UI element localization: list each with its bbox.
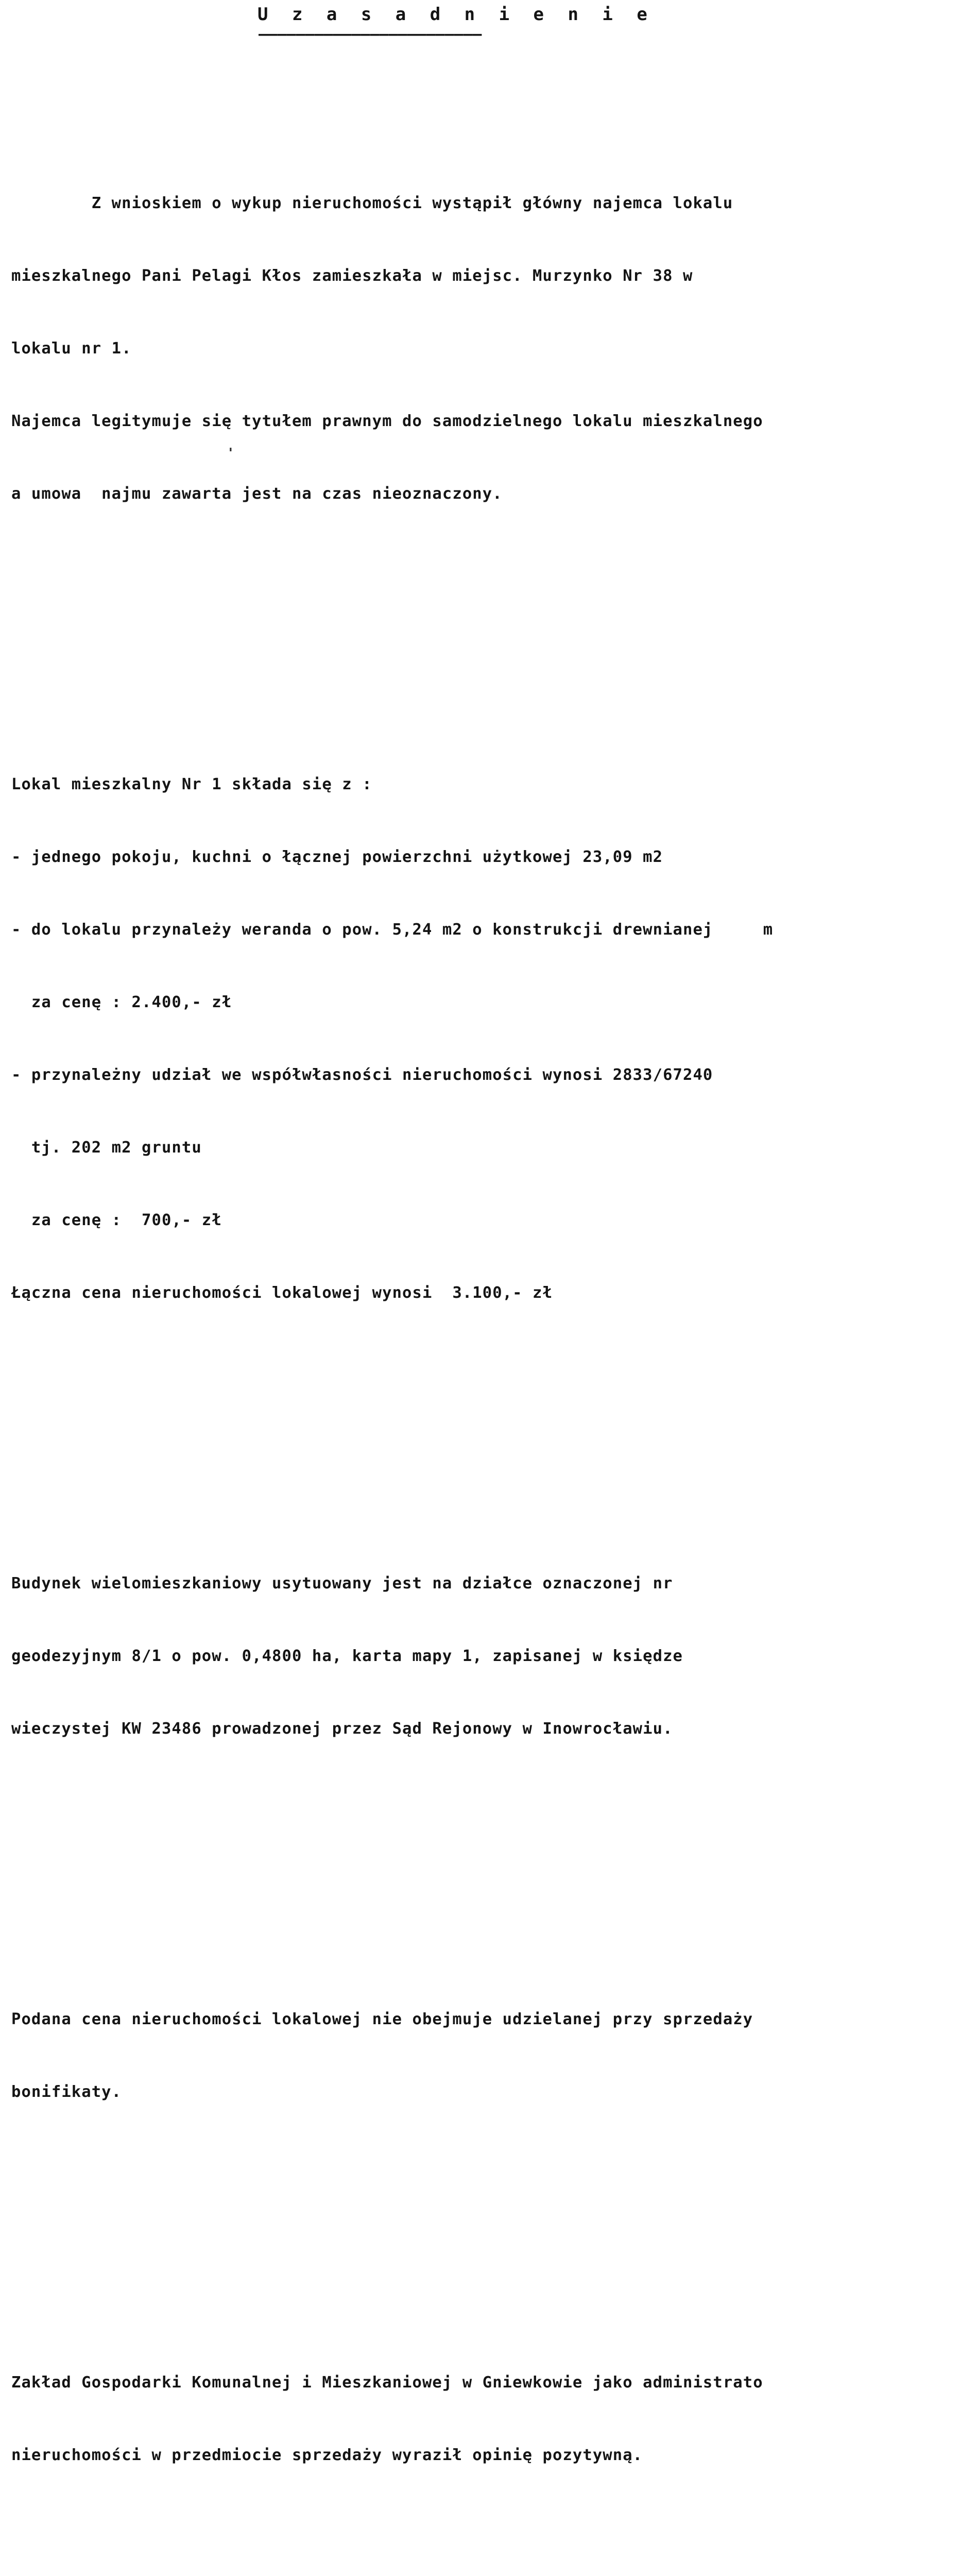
text-line: a umowa najmu zawarta jest na czas nieoznaczony. — [11, 485, 503, 503]
text-line: - do lokalu przynależy weranda o pow. 5,24 m2 o konstrukcji drewnianej m — [11, 921, 774, 939]
stray-ink-mark: ' — [227, 446, 235, 461]
text-line: za cenę : 700,- zł — [11, 1211, 222, 1230]
page-title: U z a s a d n i e n i e — [258, 4, 654, 25]
paragraph-lokal-sklad — [11, 724, 961, 1353]
text-line: Podana cena nieruchomości lokalowej nie obejmuje udzielanej przy sprzedaży — [11, 2010, 753, 2029]
paragraph-spacer — [11, 627, 961, 651]
paragraph-spacer — [11, 1426, 961, 1450]
paragraph-intro — [11, 143, 961, 554]
text-line: lokalu nr 1. — [11, 340, 132, 358]
paragraph-budynek — [11, 1523, 961, 1789]
text-line: mieszkalnego Pani Pelagi Kłos zamieszkała w miejsc. Murzynko Nr 38 w — [11, 267, 693, 285]
text-line: nieruchomości w przedmiocie sprzedaży wyraził opinię pozytywną. — [11, 2446, 643, 2465]
title-block — [0, 0, 961, 44]
text-line: Budynek wielomieszkaniowy usytuowany jest na działce oznaczonej nr — [11, 1574, 673, 1593]
title-underline: ———————————————————————— — [259, 25, 482, 44]
text-line: geodezyjnym 8/1 o pow. 0,4800 ha, karta mapy 1, zapisanej w księdze — [11, 1647, 683, 1666]
text-line: Łączna cena nieruchomości lokalowej wynosi 3.100,- zł — [11, 1284, 553, 1302]
text-line: wieczystej KW 23486 prowadzonej przez Sąd Rejonowy w Inowrocławiu. — [11, 1720, 673, 1738]
paragraph-zgk — [11, 2322, 961, 2516]
paragraph-spacer — [11, 2225, 961, 2249]
paragraph-spacer — [11, 1862, 961, 1886]
text-line: - przynależny udział we współwłasności nieruchomości wynosi 2833/67240 — [11, 1066, 713, 1084]
text-line: Zakład Gospodarki Komunalnej i Mieszkaniowej w Gniewkowie jako administrato — [11, 2374, 763, 2392]
text-line: Najemca legitymuje się tytułem prawnym do samodzielnego lokalu mieszkalnego — [11, 412, 763, 431]
text-line: tj. 202 m2 gruntu — [11, 1139, 202, 1157]
text-line: bonifikaty. — [11, 2083, 122, 2102]
text-line: Z wnioskiem o wykup nieruchomości wystąpił główny najemca lokalu — [11, 194, 733, 213]
text-line: za cenę : 2.400,- zł — [11, 993, 232, 1012]
document-body — [0, 70, 961, 2576]
text-line: Lokal mieszkalny Nr 1 składa się z : — [11, 775, 372, 794]
text-line: - jednego pokoju, kuchni o łącznej powierzchni użytkowej 23,09 m2 — [11, 848, 663, 867]
paragraph-bonifikata — [11, 1959, 961, 2153]
